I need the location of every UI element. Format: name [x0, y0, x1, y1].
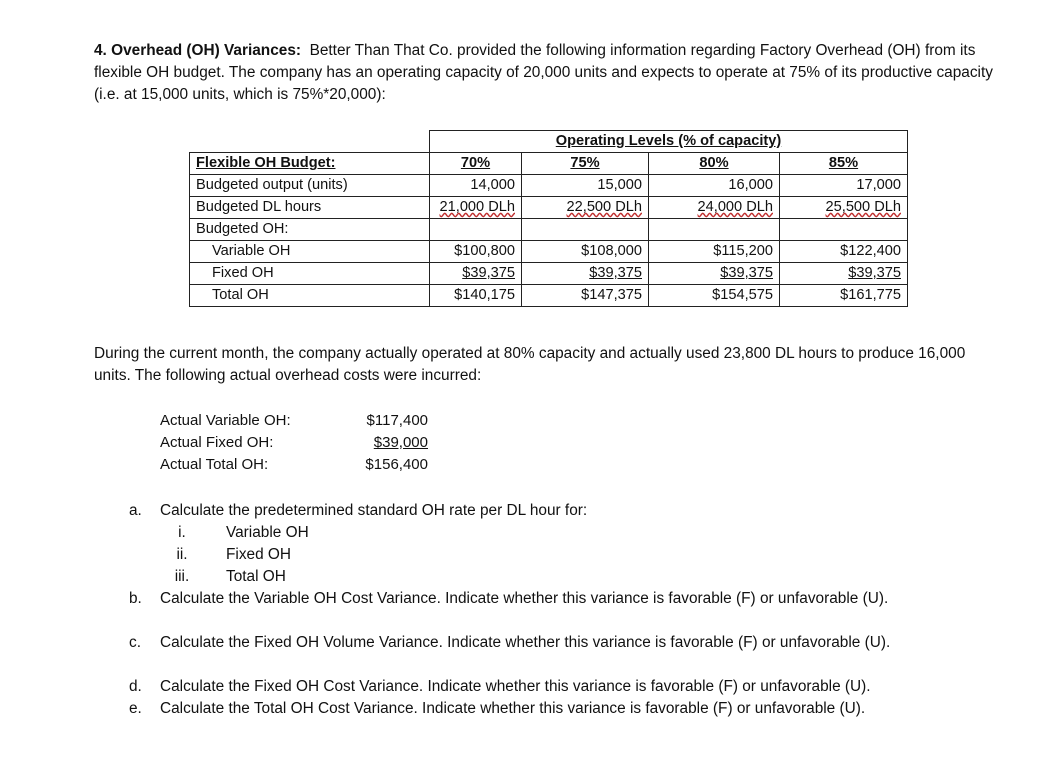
- sub-numeral: i.: [178, 524, 186, 541]
- cell: $147,375: [522, 285, 649, 307]
- actual-label: Actual Fixed OH:: [160, 434, 274, 451]
- level-75: 75%: [570, 155, 600, 171]
- row-label: Budgeted output (units): [190, 175, 430, 197]
- cell: 14,000: [430, 175, 522, 197]
- list-item: [160, 410, 428, 432]
- cell: 24,000 DLh: [697, 199, 773, 215]
- question-text: Calculate the Total OH Cost Variance. Indicate whether this variance is favorable (F) or unfavorable (U).: [160, 700, 866, 717]
- cell: $39,375: [462, 265, 515, 281]
- cell: $140,175: [430, 285, 522, 307]
- cell: $122,400: [780, 241, 908, 263]
- cell: 25,500 DLh: [825, 199, 901, 215]
- list-item: [160, 432, 428, 454]
- question-b: [0, 588, 1052, 632]
- sub-text: Variable OH: [226, 524, 309, 541]
- cell: $115,200: [649, 241, 780, 263]
- question-letter: a.: [129, 502, 142, 519]
- flexible-oh-budget-table: [189, 130, 908, 307]
- sub-text: Total OH: [226, 568, 286, 585]
- row-label: Total OH: [190, 285, 430, 307]
- cell: 16,000: [649, 175, 780, 197]
- question-text: Calculate the predetermined standard OH rate per DL hour for:: [160, 502, 588, 519]
- table-row-total-oh: [190, 285, 908, 307]
- cell: $154,575: [649, 285, 780, 307]
- level-85: 85%: [828, 155, 859, 171]
- question-e: [0, 698, 1052, 720]
- table-row-output: [190, 175, 908, 197]
- actual-oh-costs: [160, 410, 428, 476]
- row-label: Budgeted DL hours: [190, 197, 430, 219]
- level-70: 70%: [460, 155, 491, 171]
- sub-question: [0, 522, 1052, 544]
- question-c: [0, 632, 1052, 676]
- question-list: [0, 500, 1052, 720]
- table-row-fixed-oh: [190, 263, 908, 285]
- row-label: Variable OH: [190, 241, 430, 263]
- problem-intro: [94, 40, 994, 106]
- cell: $100,800: [430, 241, 522, 263]
- table-row-variable-oh: [190, 241, 908, 263]
- problem-intro-text: Better Than That Co. provided the following information regarding Factory Overhead (OH) from its flexible OH budget. The company has an operating capacity of 20,000 units and expects to operate at 75% of its productive capacity (i.e. at 15,000 units, which is 75%*20,000):: [94, 42, 993, 103]
- question-text: Calculate the Fixed OH Volume Variance. Indicate whether this variance is favorable (F) or unfavorable (U).: [160, 634, 891, 651]
- operating-levels-header: Operating Levels (% of capacity): [555, 133, 782, 149]
- sub-question: [0, 566, 1052, 588]
- sub-question: [0, 544, 1052, 566]
- question-letter: d.: [129, 678, 142, 695]
- level-80: 80%: [699, 155, 729, 171]
- question-text: Calculate the Fixed OH Cost Variance. Indicate whether this variance is favorable (F) or unfavorable (U).: [160, 678, 871, 695]
- cell: $161,775: [780, 285, 908, 307]
- table-row-oh-header: [190, 219, 908, 241]
- question-a: [0, 500, 1052, 522]
- row-label: Fixed OH: [190, 263, 430, 285]
- question-text: Calculate the Variable OH Cost Variance. Indicate whether this variance is favorable (F) or unfavorable (U).: [160, 590, 889, 607]
- cell: 22,500 DLh: [566, 199, 642, 215]
- table-row-dl-hours: [190, 197, 908, 219]
- sub-text: Fixed OH: [226, 546, 291, 563]
- question-d: [0, 676, 1052, 698]
- table-row-levels: [190, 153, 908, 175]
- actual-label: Actual Total OH:: [160, 456, 269, 473]
- actual-value: $117,400: [366, 412, 428, 429]
- actual-label: Actual Variable OH:: [160, 412, 291, 429]
- question-letter: b.: [129, 590, 142, 607]
- problem-heading: 4. Overhead (OH) Variances:: [94, 42, 302, 59]
- cell: 17,000: [780, 175, 908, 197]
- cell: $108,000: [522, 241, 649, 263]
- cell: $39,375: [720, 265, 773, 281]
- list-item: [160, 454, 428, 476]
- question-letter: e.: [129, 700, 142, 717]
- table-title: Flexible OH Budget:: [196, 155, 336, 171]
- cell: $39,375: [589, 265, 642, 281]
- sub-numeral: iii.: [174, 568, 190, 585]
- sub-numeral: ii.: [176, 546, 188, 563]
- cell: 21,000 DLh: [439, 199, 515, 215]
- actual-operations-paragraph: During the current month, the company actually operated at 80% capacity and actually used 23,800 DL hours to produce 16,000 units. The following actual overhead costs were incurred:: [94, 345, 966, 384]
- cell: 15,000: [522, 175, 649, 197]
- cell: $39,375: [848, 265, 901, 281]
- actual-value: $156,400: [365, 456, 428, 473]
- row-label: Budgeted OH:: [190, 219, 430, 241]
- question-letter: c.: [129, 634, 141, 651]
- actual-value: $39,000: [373, 434, 428, 451]
